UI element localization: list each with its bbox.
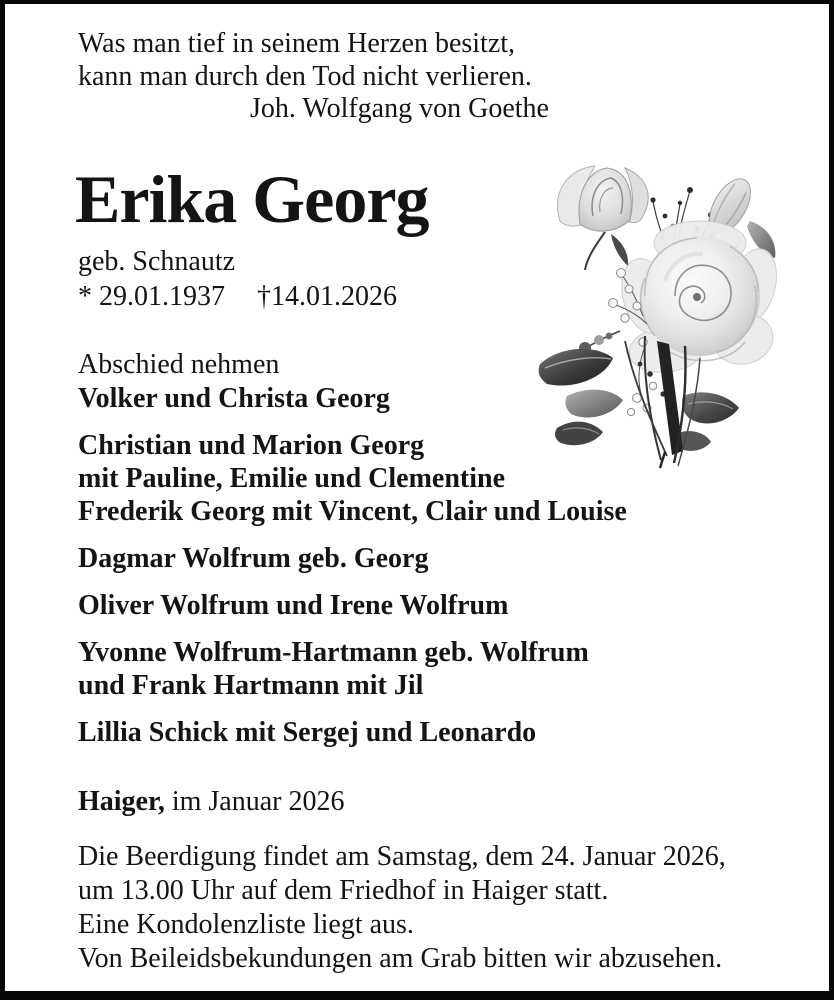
quote-line: kann man durch den Tod nicht verlieren. — [78, 60, 532, 92]
life-dates — [78, 281, 397, 313]
funeral-line: um 13.00 Uhr auf dem Friedhof in Haiger statt. — [78, 875, 609, 906]
mourners-list — [78, 348, 627, 763]
mourner-group — [78, 589, 627, 622]
dateline-place: Haiger, — [78, 786, 165, 817]
maiden-name: geb. Schnautz — [78, 246, 236, 277]
funeral-line: Von Beileidsbekundungen am Grab bitten wir abzusehen. — [78, 943, 723, 974]
mourner-group — [78, 636, 627, 702]
quote-attribution: Joh. Wolfgang von Goethe — [250, 93, 549, 124]
mourner-line: mit Pauline, Emilie und Clementine — [78, 463, 505, 494]
mourner-group — [78, 716, 627, 749]
mourner-group — [78, 429, 627, 528]
dateline-date: im Januar 2026 — [171, 786, 345, 817]
mourner-line: Lillia Schick mit Sergej und Leonardo — [78, 717, 537, 748]
mourner-line: Christian und Marion Georg — [78, 430, 425, 461]
mourner-line: Oliver Wolfrum und Irene Wolfrum — [78, 590, 509, 621]
memorial-quote — [78, 28, 549, 126]
birth-date: * 29.01.1937 — [78, 281, 225, 312]
funeral-line: Eine Kondolenzliste liegt aus. — [78, 909, 414, 940]
mourner-group — [78, 542, 627, 575]
mourner-line: Frederik Georg mit Vincent, Clair und Louise — [78, 496, 627, 527]
mourners-intro: Abschied nehmen — [78, 349, 280, 380]
quote-line: Was man tief in seinem Herzen besitzt, — [78, 28, 516, 59]
death-date: †14.01.2026 — [257, 281, 397, 312]
funeral-line: Die Beerdigung findet am Samstag, dem 24. Januar 2026, — [78, 841, 726, 872]
mourner-line: Volker und Christa Georg — [78, 383, 390, 414]
deceased-name: Erika Georg — [75, 161, 429, 237]
mourner-group — [78, 382, 627, 415]
mourner-line: Yvonne Wolfrum-Hartmann geb. Wolfrum — [78, 637, 589, 668]
mourner-line: und Frank Hartmann mit Jil — [78, 670, 424, 701]
funeral-details — [78, 840, 726, 976]
mourner-line: Dagmar Wolfrum geb. Georg — [78, 543, 429, 574]
dateline — [78, 786, 344, 818]
